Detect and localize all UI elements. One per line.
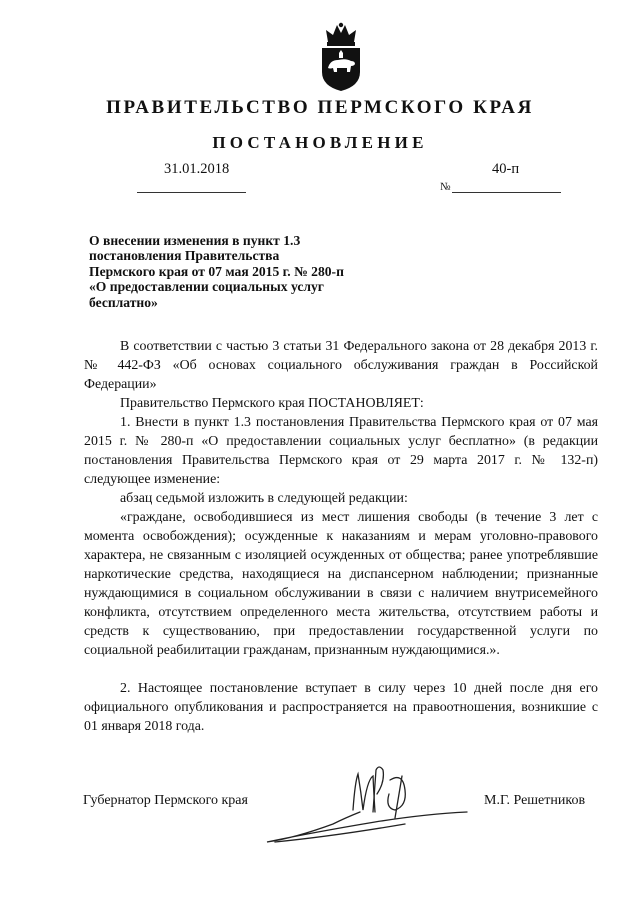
heading-line: бесплатно» xyxy=(89,294,158,310)
number-sign-label: № xyxy=(440,181,451,193)
paragraph-item-1: 1. Внести в пункт 1.3 постановления Правительства Пермского края от 07 мая 2015 г. № 280-п «О предоставлении социальных услуг бесплатно» (в редакции постановления Правительства Пермского края от 29 марта 2017 г. № 132-п) следующее изменение: xyxy=(84,415,598,487)
document-date: 31.01.2018 xyxy=(164,161,230,177)
document-heading xyxy=(89,233,379,310)
document-number: 40-п xyxy=(492,161,520,177)
signatory-position: Губернатор Пермского края xyxy=(83,793,248,808)
handwritten-signature xyxy=(255,752,495,862)
paragraph-legal-basis: В соответствии с частью 3 статьи 31 Федерального закона от 28 декабря 2013 г. № 442-ФЗ «Об основах социального обслуживания граждан в Российской Федерации» xyxy=(84,339,598,392)
date-underline xyxy=(137,192,246,193)
paragraph-amendment-intro: абзац седьмой изложить в следующей редакции: xyxy=(120,491,408,506)
number-underline xyxy=(452,192,561,193)
paragraph-amendment-text: «граждане, освободившиеся из мест лишения свободы (в течение 3 лет с момента освобождения); осужденные к наказаниям и мерам уголовно-правового характера, не связанным с изоляцией осужденных от общества; ранее употреблявшие наркотические средства, находящиеся на диспансерном наблюдении; признанные нуждающимися в социальном обслуживании в связи с наличием внутрисемейного конфликта, отсутствием определенного места жительства, отсутствием работы и средств к существованию, при предоставлении государственной услуги по социальной реабилитации гражданам, признанным нуждающимися.». xyxy=(84,510,598,658)
heading-line: постановления Правительства xyxy=(89,248,280,264)
heading-line: О внесении изменения в пункт 1.3 xyxy=(89,233,301,248)
paragraph-decree: Правительство Пермского края ПОСТАНОВЛЯЕТ: xyxy=(120,396,424,411)
organization-title: ПРАВИТЕЛЬСТВО ПЕРМСКОГО КРАЯ xyxy=(106,97,534,118)
heading-line: Пермского края от 07 мая 2015 г. № 280-п xyxy=(89,263,344,279)
paragraph-item-2: 2. Настоящее постановление вступает в силу через 10 дней после дня его официального опубликования и распространяется на правоотношения, возникшие с 01 января 2018 года. xyxy=(84,681,598,734)
coat-of-arms-emblem xyxy=(318,20,364,92)
signatory-name: М.Г. Решетников xyxy=(484,793,586,808)
document-type: ПОСТАНОВЛЕНИЕ xyxy=(212,133,428,152)
heading-line: «О предоставлении социальных услуг xyxy=(89,279,324,295)
